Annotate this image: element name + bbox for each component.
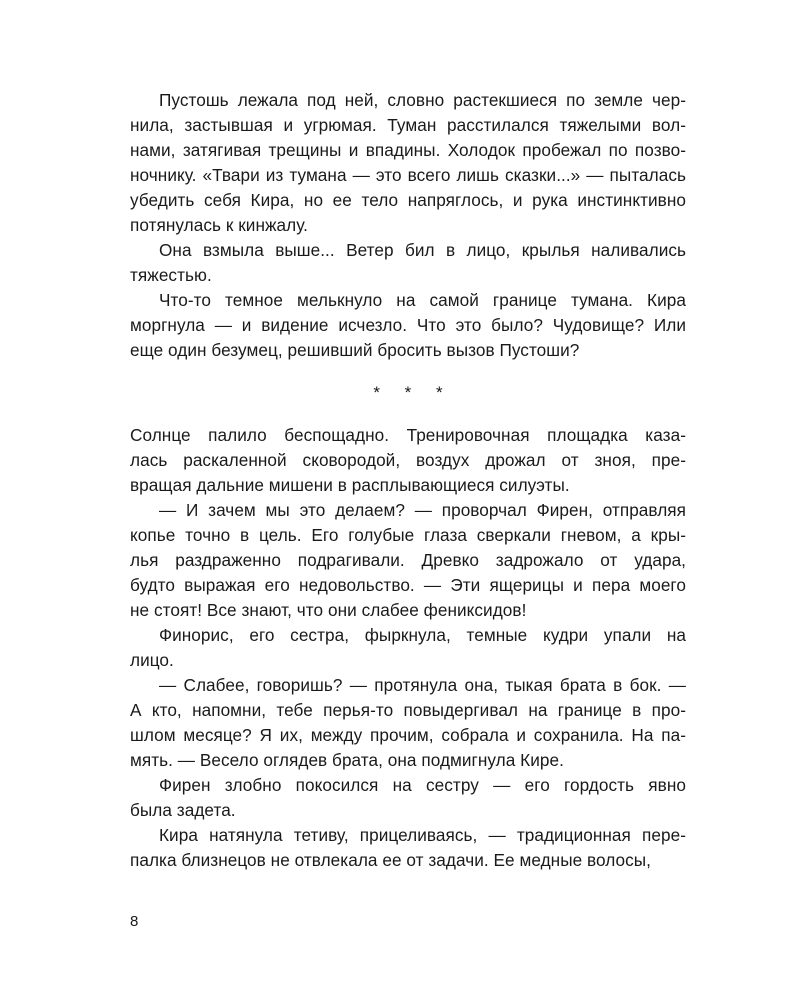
paragraph (130, 423, 686, 498)
text-line: А кто, напомни, тебе перья-то повыдергивал на границе в про- (130, 700, 686, 720)
text-line: копье точно в цель. Его голубые глаза сверкали гневом, а кры- (130, 525, 686, 545)
text-line: Она взмыла выше... Ветер бил в лицо, крылья наливались (159, 240, 686, 260)
text-line: — И зачем мы это делаем? — проворчал Фирен, отправляя (159, 500, 686, 520)
text-line: нила, застывшая и угрюмая. Туман расстилался тяжелыми вол- (130, 115, 686, 135)
paragraph (130, 623, 686, 673)
text-line: не стоят! Все знают, что они слабее фениксидов! (130, 600, 527, 620)
text-line: Финорис, его сестра, фыркнула, темные кудри упали на (159, 625, 686, 645)
text-line: Кира натянула тетиву, прицеливаясь, — традиционная пере- (159, 825, 686, 845)
text-line: Пустошь лежала под ней, словно растекшиеся по земле чер- (159, 90, 686, 110)
paragraph (130, 288, 686, 363)
text-line: еще один безумец, решивший бросить вызов Пустоши? (130, 340, 580, 360)
text-line: тяжестью. (130, 265, 212, 285)
paragraph (130, 773, 686, 823)
text-line: была задета. (130, 800, 236, 820)
paragraph (130, 673, 686, 773)
text-line: потянулась к кинжалу. (130, 215, 308, 235)
text-line: Фирен злобно покосился на сестру — его гордость явно (159, 775, 686, 795)
text-line: Солнце палило беспощадно. Тренировочная площадка каза- (130, 425, 686, 445)
text-line: лья раздраженно подрагивали. Древко задрожало от удара, (130, 550, 686, 570)
text-line: Что-то темное мелькнуло на самой границе тумана. Кира (159, 290, 686, 310)
text-line: убедить себя Кира, но ее тело напряглось, и рука инстинктивно (130, 190, 686, 210)
book-page-text (130, 88, 686, 873)
paragraph (130, 238, 686, 288)
text-line: лась раскаленной сковородой, воздух дрожал от зноя, пре- (130, 450, 686, 470)
text-line: моргнула — и видение исчезло. Что это было? Чудовище? Или (130, 315, 686, 335)
paragraph (130, 88, 686, 238)
text-line: вращая дальние мишени в расплывающиеся силуэты. (130, 475, 570, 495)
page-number: 8 (130, 913, 139, 930)
text-line: будто выражая его недовольство. — Эти ящерицы и пера моего (130, 575, 686, 595)
text-line: мять. — Весело оглядев брата, она подмигнула Кире. (130, 750, 564, 770)
paragraph (130, 823, 686, 873)
text-line: — Слабее, говоришь? — протянула она, тыкая брата в бок. — (159, 675, 686, 695)
text-line: палка близнецов не отвлекала ее от задачи. Ее медные волосы, (130, 850, 651, 870)
text-line: нами, затягивая трещины и впадины. Холодок пробежал по позво- (130, 140, 686, 160)
section-separator: * * * (373, 383, 453, 402)
text-line: ночнику. «Твари из тумана — это всего лишь сказки...» — пыталась (130, 165, 686, 185)
text-line: шлом месяце? Я их, между прочим, собрала и сохранила. На па- (130, 725, 686, 745)
text-line: лицо. (130, 650, 174, 670)
paragraph (130, 498, 686, 623)
